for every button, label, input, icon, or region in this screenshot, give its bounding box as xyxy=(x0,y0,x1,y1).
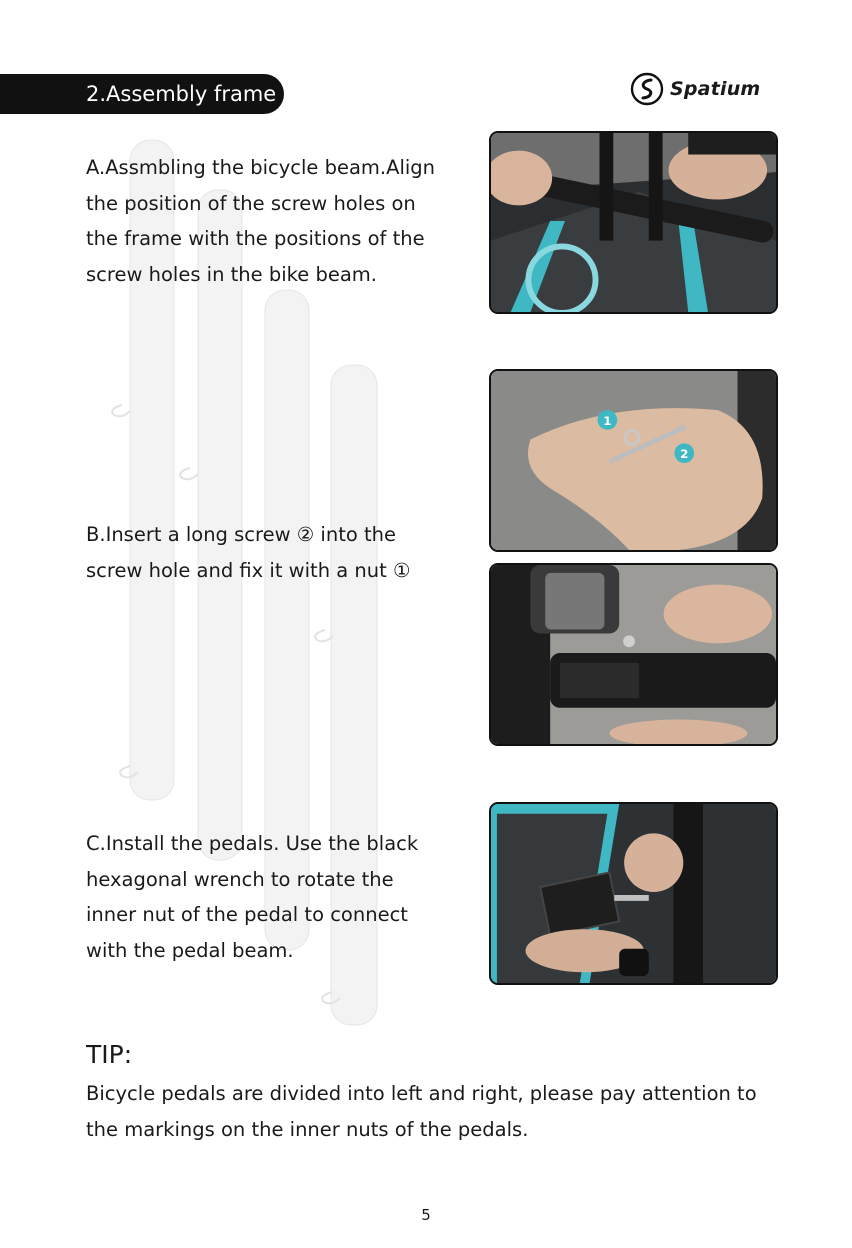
tip-title: TIP: xyxy=(86,1040,133,1069)
photo-screw-and-nut xyxy=(489,369,778,552)
photo-fix-screw xyxy=(489,563,778,746)
marker-2-label: 2 xyxy=(680,447,689,462)
step-b-text: B.Insert a long screw ② into the screw hole and fix it with a nut ① xyxy=(86,523,411,582)
photo-install-pedal xyxy=(489,802,778,985)
spatium-logo-icon xyxy=(630,72,664,106)
step-c-text: C.Install the pedals. Use the black hexagonal wrench to rotate the inner nut of the pedal to connect with the pedal beam. xyxy=(86,832,419,962)
page-number: 5 xyxy=(421,1206,431,1224)
section-title: 2.Assembly frame xyxy=(86,82,277,106)
brand-logo xyxy=(630,72,760,106)
brand-name: Spatium xyxy=(670,78,761,100)
photo-align-beam xyxy=(489,131,778,314)
section-title-tab xyxy=(0,74,284,114)
tip-text: Bicycle pedals are divided into left and right, please pay attention to the markings on the inner nuts of the pedals. xyxy=(86,1082,757,1141)
marker-1-label: 1 xyxy=(603,413,612,428)
step-a-text: A.Assmbling the bicycle beam.Align the position of the screw holes on the frame with the positions of the screw holes in the bike beam. xyxy=(86,156,436,286)
